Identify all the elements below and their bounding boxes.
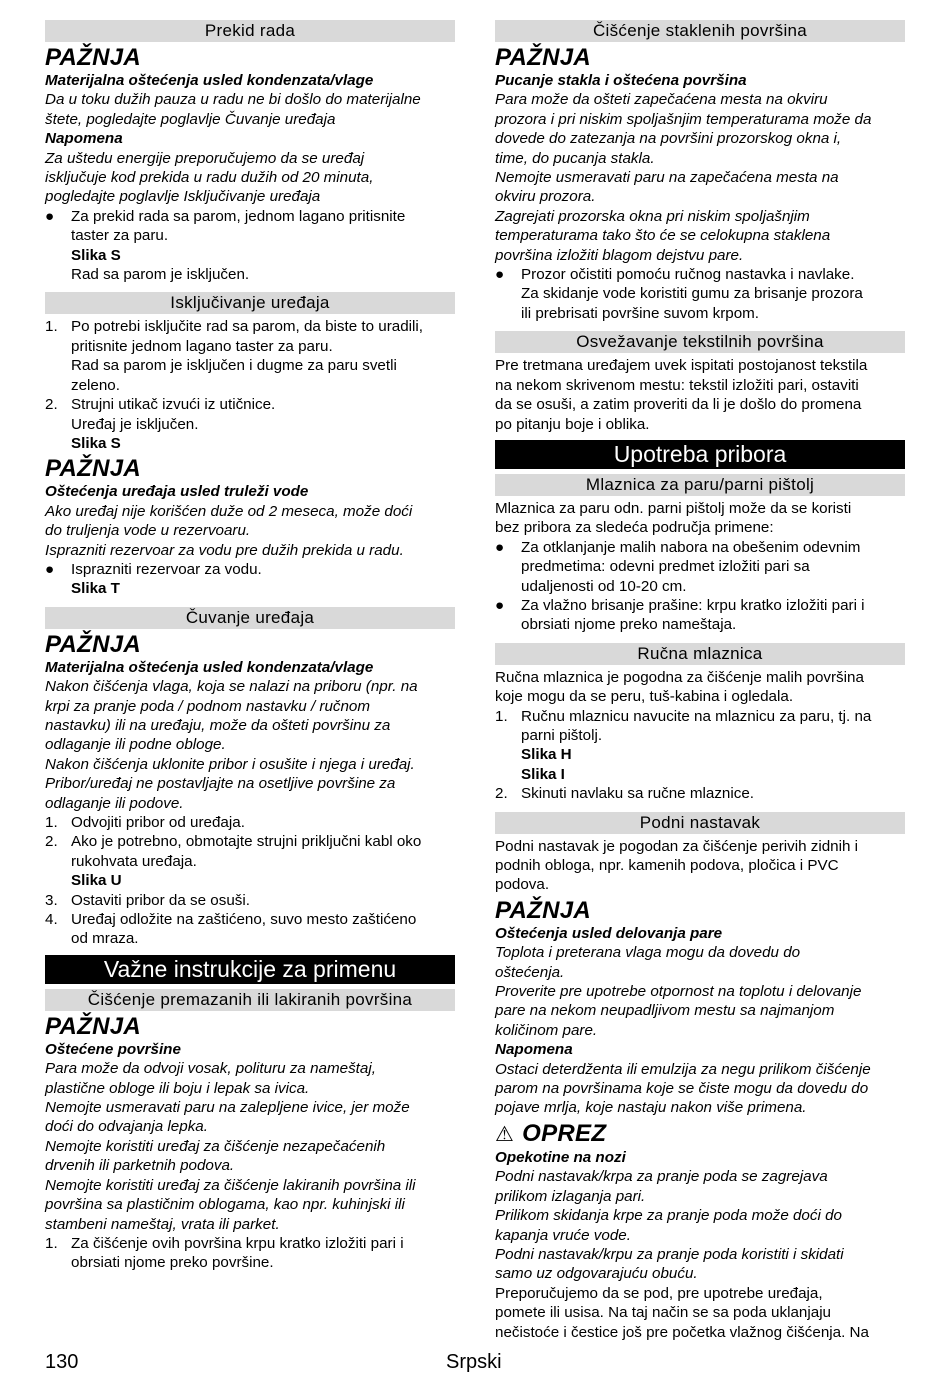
warning-text: okviru prozora. [495,188,596,206]
list-item: ● Za otklanjanje malih nabora na obešenim odevnim [495,538,861,556]
left-column [45,20,455,1273]
note-text: parom na površinama koje se čiste mogu da dovedu do [495,1080,869,1098]
chapter-heading-upotreba-pribora: Upotreba pribora [495,440,905,469]
list-item: 1. Ručnu mlaznicu navucite na mlaznicu za paru, tj. na [495,707,872,725]
list-item: 1. Za čišćenje ovih površina krpu kratko izložiti pari i [45,1234,404,1252]
warning-text: Da u toku dužih pauza u radu ne bi došlo do materijalne [45,91,421,109]
warning-text: Nemojte koristiti uređaj za čišćenje nezapečaćenih [45,1137,386,1155]
warning-text: Nakon čišćenja uklonite pribor i osušite i njega i uređaj. [45,755,415,773]
list-item-result: Rad sa parom je isključen i dugme za paru svetli [71,357,397,375]
warning-text: do truljenja vode u rezervoaru. [45,522,251,540]
warning-text: nastavku) ili na uređaju, može da ošteti površinu za [45,716,391,734]
note-text: pogledajte poglavlje Isključivanje uređaja [45,188,321,206]
list-item: 4. Uređaj odložite na zaštićeno, suvo mesto zaštićeno [45,911,417,929]
list-item: 2. Strujni utikač izvući iz utičnice. [45,396,276,414]
body-text: Pre tretmana uređajem uvek ispitati postojanost tekstila [495,357,868,375]
list-item: 3. Ostaviti pribor da se osuši. [45,891,250,909]
figure-reference: Slika U [71,872,122,890]
list-item: 1. Odvojiti pribor od uređaja. [45,814,245,831]
section-heading-premazane-povrsine: Čišćenje premazanih ili lakiranih površina [45,989,455,1011]
list-number: 2. [45,833,58,851]
warning-text: Nakon čišćenja vlaga, koja se nalazi na priboru (npr. na [45,678,418,696]
bullet-icon: ● [45,560,55,578]
caution-subtitle: Opekotine na nozi [495,1148,626,1166]
warning-subtitle: Oštećenja uređaja usled truleži vode [45,483,309,501]
list-item: ● Za vlažno brisanje prašine: krpu kratko izložiti pari i [495,596,865,614]
figure-reference: Slika S [71,434,121,452]
body-text: Podni nastavak je pogodan za čišćenje perivih zidnih i [495,837,859,855]
list-item-result: Uređaj je isključen. [71,415,199,433]
body-text: Mlaznica za paru odn. parni pištolj može da se koristi [495,499,852,517]
figure-reference: Slika T [71,580,120,598]
bullet-icon: ● [45,207,55,225]
warning-text: drvenih ili parketnih podova. [45,1157,235,1175]
warning-subtitle: Oštećenja usled delovanja pare [495,924,723,942]
warning-text: količinom pare. [495,1021,598,1039]
body-text: Preporučujemo da se pod, pre upotrebe uređaja, [495,1284,823,1302]
list-number: 1. [45,1234,58,1252]
section-heading-cuvanje: Čuvanje uređaja [45,607,455,629]
warning-text: površina izložiti blagom dejstvu pare. [495,246,744,264]
warning-text: temperaturama tako što će se celokupna staklena [495,227,831,245]
body-text: pomete ili usisa. Na taj način se sa poda uklanjaju [495,1304,832,1322]
list-item-text: Za skidanje vode koristiti gumu za brisanje prozora [521,285,863,303]
warning-text: pare na nekom neupadljivom mestu sa najmanjom [495,1002,835,1020]
note-text: Ostaci deterdženta ili emulzija za negu prilikom čišćenje [495,1060,871,1078]
warning-text: Para može da ošteti zapečaćena mesta na okviru [495,91,828,109]
warning-title: PAŽNJA [45,44,142,71]
warning-text: Ako uređaj nije korišćen duže od 2 meseca, može doći [45,502,413,520]
note-title: Napomena [45,130,123,148]
warning-text: Para može da odvoji vosak, polituru za nameštaj, [45,1060,376,1078]
warning-text: prozora i pri niskim spoljašnjim temperaturama može da [495,110,872,128]
warning-subtitle: Materijalna oštećenja usled kondenzata/vlage [45,658,374,676]
section-heading-mlaznica-za-paru: Mlaznica za paru/parni pištolj [495,474,905,496]
list-item-text: pritisnite jednom lagano taster za paru. [71,337,333,355]
caution-text: Podni nastavak/krpu za pranje poda koristiti i skidati [495,1245,844,1263]
warning-text: Isprazniti rezervoar za vodu pre dužih prekida u radu. [45,541,404,559]
list-item-text: taster za paru. [71,227,169,245]
list-item-text: obrsiati njome preko površine. [71,1254,274,1272]
warning-text: Toplota i preterana vlaga mogu da dovedu do [495,944,801,962]
page-number: 130 [45,1351,79,1373]
warning-text: stambeni nameštaj, vrata ili parket. [45,1215,280,1233]
warning-text: Pribor/uređaj ne postavljajte na osetljive površine za [45,775,396,793]
list-item-text: udaljenosti od 10-20 cm. [521,577,687,595]
warning-title: PAŽNJA [45,455,142,483]
list-item: ● Za prekid rada sa parom, jednom lagano pritisnite [45,207,406,225]
list-number: 3. [45,891,58,909]
warning-title: PAŽNJA [495,896,592,924]
list-item: ● Isprazniti rezervoar za vodu. [45,560,262,578]
caution-text: prilikom izlaganja pari. [495,1187,646,1205]
warning-text: odlaganje ili podne obloge. [45,736,226,754]
warning-text: Zagrejati prozorska okna pri niskim spoljašnjim [495,207,810,225]
body-text: koje mogu da se peru, tuš-kabina i ogledala. [495,688,794,706]
warning-triangle-icon: ⚠ [495,1122,515,1146]
warning-title: PAŽNJA [495,44,592,71]
list-item-text: ili prebrisati površine suvom krpom. [521,304,760,322]
section-heading-tekstilne-povrsine: Osvežavanje tekstilnih površina [495,331,905,353]
list-item-text: od mraza. [71,930,139,948]
section-heading-staklene-povrsine: Čišćenje staklenih površina [495,20,905,42]
body-text: nečistoće i čestice još pre početka vlažnog čišćenja. Na [495,1323,869,1341]
list-item-text: predmetima: odevni predmet izložiti pari sa [521,558,810,576]
note-title: Napomena [495,1041,573,1059]
warning-text: odlaganje ili podove. [45,794,184,812]
list-item-result: Rad sa parom je isključen. [71,266,250,284]
list-item-text: rukohvata uređaja. [71,852,197,870]
caution-text: Podni nastavak/krpa za pranje poda se zagrejava [495,1168,828,1186]
warning-title: PAŽNJA [45,1012,142,1040]
warning-text: štete, pogledajte poglavlje Čuvanje uređaja [45,110,336,128]
body-text: bez pribora za sledeća područja primene: [495,519,774,537]
warning-text: doći do odvajanja lepka. [45,1118,208,1136]
warning-text: krpi za pranje poda / podnom nastavku / ručnom [45,697,371,715]
note-text: isključuje kod prekida u radu dužih od 20 minuta, [45,169,374,187]
chapter-heading-vazne-instrukcije: Važne instrukcije za primenu [45,955,455,984]
list-number: 2. [495,785,508,803]
warning-text: Nemojte koristiti uređaj za čišćenje lakiranih površina ili [45,1176,416,1194]
warning-text: Nemojte usmeravati paru na zapečaćena mesta na [495,169,839,187]
section-heading-iskljucivanje: Isključivanje uređaja [45,292,455,314]
section-heading-rucna-mlaznica: Ručna mlaznica [495,643,905,665]
list-item: 1. Po potrebi isključite rad sa parom, da biste to uradili, [45,318,424,336]
warning-text: time, do pucanja stakla. [495,149,655,167]
list-item: ● Prozor očistiti pomoću ručnog nastavka i navlake. [495,266,855,284]
bullet-icon: ● [495,266,505,284]
bullet-icon: ● [495,538,505,556]
body-text: po pitanju boje i oblika. [495,415,650,433]
bullet-icon: ● [495,596,505,614]
caution-text: samo uz odgovarajuću obuću. [495,1265,698,1283]
figure-reference: Slika I [521,765,565,783]
warning-text: dovede do zatezanja na površini prozorskog okna i, [495,130,842,148]
list-number: 1. [45,318,58,336]
list-number: 1. [45,814,58,831]
warning-subtitle: Materijalna oštećenja usled kondenzata/vlage [45,72,374,89]
list-item-text: parni pištolj. [521,726,603,744]
warning-text: Nemojte usmeravati paru na zalepljene ivice, jer može [45,1099,410,1117]
warning-text: površina sa plastičnim oblogama, kao npr. kuhinjski ili [45,1196,405,1214]
note-text: Za uštedu energije preporučujemo da se uređaj [45,149,365,167]
caution-title: ⚠ OPREZ [495,1119,607,1147]
body-text: Ručna mlaznica je pogodna za čišćenje malih površina [495,668,864,686]
right-column [495,20,905,1342]
caution-text: kapanja vruće vode. [495,1226,631,1244]
warning-subtitle: Pucanje stakla i oštećena površina [495,72,747,89]
warning-text: Proverite pre upotrebe otpornost na toplotu i delovanje [495,983,862,1001]
figure-reference: Slika H [521,746,572,764]
language-label: Srpski [446,1351,502,1373]
list-number: 2. [45,396,58,414]
list-number: 4. [45,911,58,929]
list-item-text: obrsiati njome preko nameštaja. [521,616,737,634]
body-text: podnih obloga, npr. kamenih podova, pločica i PVC [495,857,839,874]
list-item: 2. Ako je potrebno, obmotajte strujni priključni kabl oko [45,833,422,851]
warning-text: plastične obloge ili boju i lepak sa ivica. [45,1079,310,1097]
body-text: na nekom skrivenom mestu: tekstil izložiti pari, ostaviti [495,376,859,394]
section-heading-prekid-rada: Prekid rada [45,20,455,42]
note-text: pojave mrlja, koje nastaju nakon više primena. [495,1099,807,1117]
body-text: da se osuši, a zatim proveriti da li je došlo do promena [495,396,862,414]
list-item-result: zeleno. [71,376,120,394]
list-item: 2. Skinuti navlaku sa ručne mlaznice. [495,785,754,803]
warning-title: PAŽNJA [45,630,142,658]
section-heading-podni-nastavak: Podni nastavak [495,812,905,834]
list-number: 1. [495,707,508,725]
figure-reference: Slika S [71,246,121,264]
body-text: podova. [495,876,550,894]
caution-text: Prilikom skidanja krpe za pranje poda može doći do [495,1207,842,1225]
warning-subtitle: Oštećene površine [45,1040,181,1058]
warning-text: oštećenja. [495,963,565,981]
